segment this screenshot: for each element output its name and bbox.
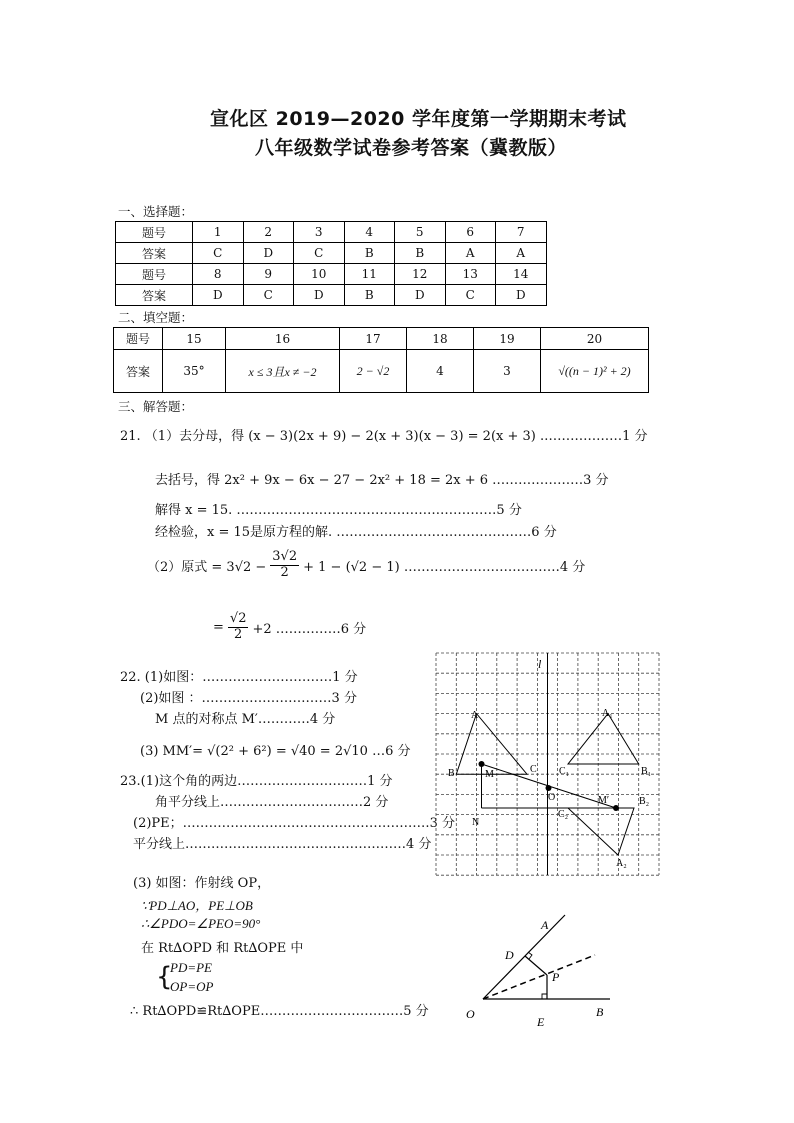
q23-line9: PD=PE [170, 960, 212, 975]
table-cell: B [344, 243, 395, 264]
triangle-abc [456, 714, 527, 775]
table-cell: 答案 [116, 285, 193, 306]
q21-part2-result-suffix: +2 ……………6 分 [252, 621, 367, 637]
label-b: B [448, 768, 455, 779]
section3-heading: 三、解答题： [118, 399, 194, 414]
q23-line2: 角平分线上……………………………2 分 [155, 795, 389, 810]
table-cell: 9 [243, 264, 294, 285]
table-cell: 题号 [116, 264, 193, 285]
table-row [114, 328, 649, 350]
q21-part2-result-line [213, 612, 366, 643]
fraction-denominator: 2 [280, 564, 289, 580]
table-cell: B [344, 285, 395, 306]
label-a2: A₂ [616, 858, 627, 869]
right-angle-mark-e [542, 994, 547, 999]
q21-part2-result-prefix: = [213, 619, 224, 635]
fraction-denominator: 2 [234, 626, 243, 642]
table-cell: 6 [445, 222, 496, 243]
label-mp: M′ [598, 795, 610, 806]
q23-line8: 在 Rt∆OPD 和 Rt∆OPE 中 [141, 941, 304, 956]
ray-op [483, 955, 595, 999]
table-cell: D [294, 285, 345, 306]
table-cell: C [193, 243, 244, 264]
point-o [546, 785, 552, 791]
q21-part2-line [147, 550, 585, 581]
table-cell: 题号 [114, 328, 163, 350]
table-cell: √((n − 1)² + 2) [541, 350, 649, 393]
angle-figure [455, 910, 625, 1035]
table-cell: 20 [541, 328, 649, 350]
title-line2: 八年级数学试卷参考答案（冀教版） [255, 137, 568, 159]
table-cell: A [496, 243, 547, 264]
fraction-numerator: √2 [229, 611, 247, 626]
grid-figure [430, 648, 665, 880]
table-cell: 17 [340, 328, 407, 350]
label-p: P [552, 970, 560, 984]
point-m [479, 761, 485, 767]
table-cell: 2 [243, 222, 294, 243]
label-a: A [471, 710, 479, 721]
q23-line1: 23.(1)这个角的两边…………………………1 分 [120, 774, 393, 789]
table-cell: 11 [344, 264, 395, 285]
table-cell: 3 [474, 350, 541, 393]
table-cell: A [445, 243, 496, 264]
table-cell: D [395, 285, 446, 306]
table-cell: 35° [163, 350, 226, 393]
label-l: l [538, 657, 542, 671]
label-c: C [530, 764, 537, 775]
q21-part2-prefix: （2）原式 = 3√2 − [147, 559, 267, 575]
table-cell: 1 [193, 222, 244, 243]
q21-part2-suffix: + 1 − (√2 − 1) ………………………………4 分 [303, 559, 586, 575]
q23-line5: (3) 如图：作射线 OP， [133, 876, 271, 891]
q21-line4: 经检验，x = 15是原方程的解. ………………………………………6 分 [155, 525, 557, 540]
section1-heading: 一、选择题： [118, 204, 194, 219]
label-b1: B₁ [641, 766, 652, 777]
triangle-a1b1c1 [568, 714, 639, 764]
table-cell: D [193, 285, 244, 306]
label-n: N [472, 817, 480, 828]
point-mp [613, 805, 619, 811]
table-cell: 题号 [116, 222, 193, 243]
q23-line4: 平分线上……………………………………………4 分 [133, 837, 432, 852]
table-cell: 12 [395, 264, 446, 285]
table-cell: 答案 [116, 243, 193, 264]
table-cell: 16 [226, 328, 340, 350]
table-cell: C [294, 243, 345, 264]
table-cell: C [243, 285, 294, 306]
brace-icon: { [156, 962, 173, 992]
q23-line3: (2)PE；…………………………………………………3 分 [133, 816, 456, 831]
table-row [116, 243, 547, 264]
label-b: B [596, 1005, 604, 1019]
q23-line7: ∴∠PDO=∠PEO=90° [141, 916, 261, 931]
table-cell: 7 [496, 222, 547, 243]
table-cell: C [445, 285, 496, 306]
label-m: M [485, 769, 494, 780]
label-b2: B₂ [639, 796, 650, 807]
choice-answer-table [115, 221, 547, 306]
table-cell: 15 [163, 328, 226, 350]
fraction-numerator: 3√2 [272, 549, 298, 564]
table-row [116, 222, 547, 243]
table-cell: 18 [407, 328, 474, 350]
q23-line10: OP=OP [170, 979, 214, 994]
ray-oa [483, 915, 565, 999]
table-cell: 4 [344, 222, 395, 243]
label-o: O [466, 1007, 475, 1021]
table-row [114, 350, 649, 393]
segment-pd [525, 956, 547, 975]
q21-line3: 解得 x = 15. ……………………………………………………5 分 [155, 503, 522, 518]
label-a1: A₁ [602, 708, 613, 719]
label-c1: C₁ [559, 766, 570, 777]
fill-answer-table [113, 327, 649, 393]
q22-line4: (3) MM′= √(2² + 6²) = √40 = 2√10 …6 分 [140, 744, 411, 759]
q23-line11: ∴ Rt∆OPD≌Rt∆OPE……………………………5 分 [130, 1004, 429, 1019]
label-c2: C₂ [558, 809, 569, 820]
table-cell: 2 − √2 [340, 350, 407, 393]
table-cell: D [243, 243, 294, 264]
table-cell: 19 [474, 328, 541, 350]
table-cell: 14 [496, 264, 547, 285]
q21-part2-result-fraction [228, 612, 249, 643]
table-cell: 8 [193, 264, 244, 285]
table-row [116, 264, 547, 285]
q21-part2-fraction [270, 550, 299, 581]
table-cell: 答案 [114, 350, 163, 393]
table-cell: B [395, 243, 446, 264]
q21-line2: 去括号，得 2x² + 9x − 6x − 27 − 2x² + 18 = 2x + 6 …………………3 分 [155, 473, 609, 488]
table-cell: 4 [407, 350, 474, 393]
q22-line3: M 点的对称点 M′…………4 分 [155, 712, 336, 727]
table-row [116, 285, 547, 306]
table-cell: 10 [294, 264, 345, 285]
table-cell: x ≤ 3且x ≠ −2 [226, 350, 340, 393]
table-cell: D [496, 285, 547, 306]
label-a: A [541, 918, 549, 932]
title-line1: 宣化区 2019—2020 学年度第一学期期末考试 [210, 108, 627, 130]
label-d: D [505, 948, 514, 962]
table-cell: 5 [395, 222, 446, 243]
label-e: E [537, 1015, 545, 1029]
q22-line1: 22. (1)如图：…………………………1 分 [120, 670, 358, 685]
table-cell: 13 [445, 264, 496, 285]
q21-line1: 21. （1）去分母，得 (x − 3)(2x + 9) − 2(x + 3)(x − 3) = 2(x + 3) .………………1 分 [120, 429, 648, 444]
table-cell: 3 [294, 222, 345, 243]
label-o: O [548, 792, 556, 803]
section2-heading: 二、填空题： [118, 310, 194, 325]
q22-line2: (2)如图 ：…………………………3 分 [140, 691, 357, 706]
q23-line6: ∵PD⊥AO，PE⊥OB [141, 898, 253, 913]
